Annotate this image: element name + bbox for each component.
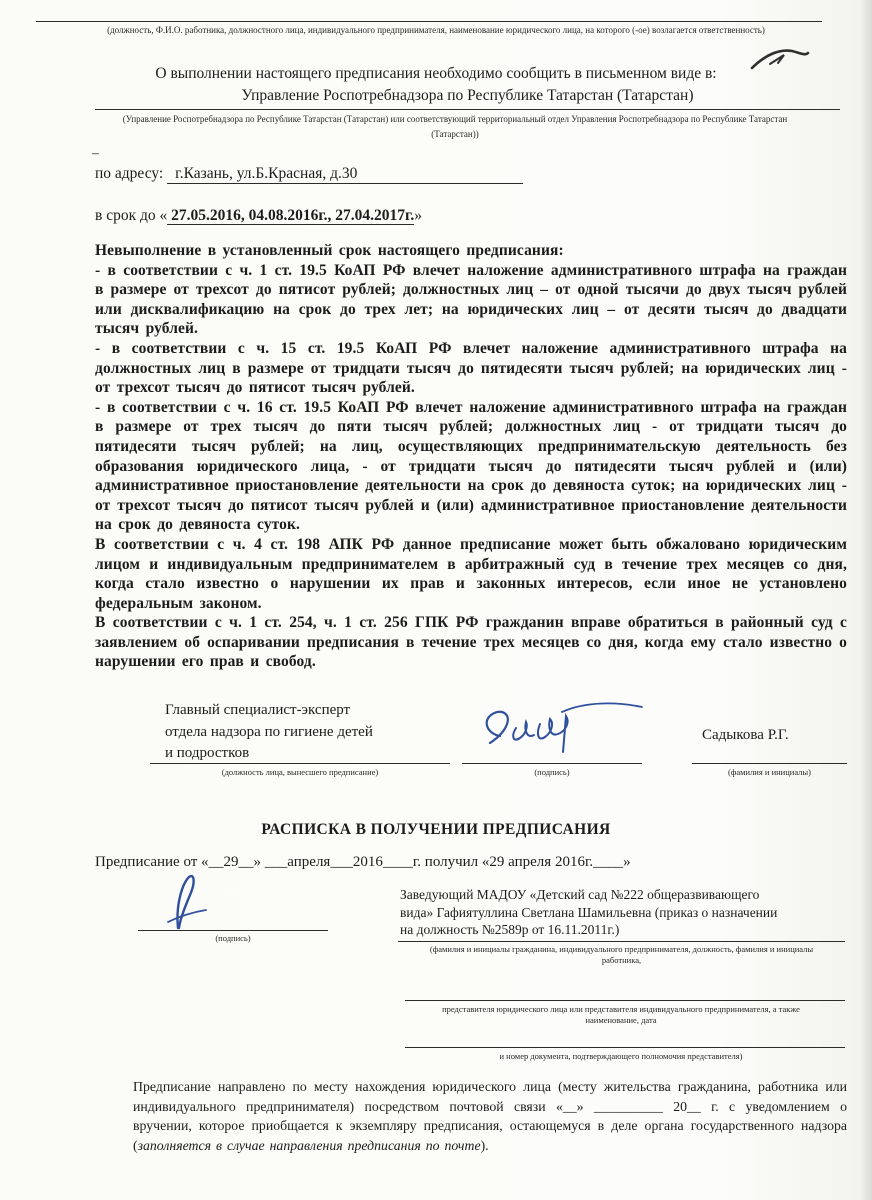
- representative-caption-line2: наименование, дата: [585, 1015, 657, 1025]
- issuer-name-caption: (фамилия и инициалы): [728, 767, 811, 777]
- top-field-rule: [36, 21, 822, 22]
- address-line: [95, 164, 523, 184]
- mail-note-suffix: ).: [480, 1137, 489, 1153]
- top-field-caption: (должность, Ф.И.О. работника, должностного лица, индивидуального предпринимателя, наименование юридического лица, на которого (-ое) возлагается ответственность): [107, 25, 765, 35]
- representative-rule-1: [405, 1000, 845, 1001]
- receipt-title: РАСПИСКА В ПОЛУЧЕНИИ ПРЕДПИСАНИЯ: [261, 821, 611, 838]
- penalties-body-text: [95, 241, 847, 672]
- deadline-value-field: 27.05.2016, 04.08.2016г., 27.04.2017г.: [167, 207, 415, 224]
- issuer-signature-rule: [462, 763, 642, 764]
- recipient-signature-caption: (подпись): [215, 933, 251, 943]
- recipient-info-caption-line2: работника,: [601, 955, 642, 965]
- recipient-info-text: [400, 886, 790, 939]
- issuer-name-text: Садыкова Р.Г.: [702, 727, 789, 743]
- recipient-info-line: вида» Гафиятуллина Светлана Шамильевна (приказ о назначении: [400, 904, 778, 920]
- body-paragraph: В соответствии с ч. 4 ст. 198 АПК РФ данное предписание может быть обжаловано юридическим лицом и индивидуальным предпринимателем в арбитражный суд в течение трех месяцев со дня, когда стало известно о нарушении их прав и законных интересов, если иное не установлено федеральным законом.: [95, 535, 847, 612]
- issuer-position-line: отдела надзора по гигиене детей: [165, 723, 373, 740]
- receipt-received-line: Предписание от «__29__» ___апреля___2016____г. получил «29 апреля 2016г.____»: [95, 854, 631, 870]
- body-paragraph: - в соответствии с ч. 15 ст. 19.5 КоАП РФ влечет наложение административного штрафа на должностных лиц в размере от тридцати тысяч до пятидесяти тысяч рублей; на юридических лиц - от трехсот тысяч до пятисот тысяч рублей.: [95, 339, 847, 397]
- issuer-position-line: Главный специалист-эксперт: [165, 702, 351, 718]
- issuer-position-line: и подростков: [165, 745, 250, 761]
- recipient-handwritten-signature: [148, 872, 232, 934]
- deadline-suffix: »: [414, 207, 422, 224]
- address-value-field: г.Казань, ул.Б.Красная, д.30: [167, 164, 523, 184]
- representative-rule-2: [405, 1047, 845, 1048]
- mail-note-italic: заполняется в случае направления предписания по почте: [137, 1137, 481, 1153]
- recipient-info-line: на должность №2589р от 16.11.2011г.): [400, 922, 620, 937]
- body-paragraph: - в соответствии с ч. 16 ст. 19.5 КоАП РФ влечет наложение административного штрафа на граждан в размере от трех тысяч до пяти тысяч рублей; должностных лиц - от тридцати тысяч до пятидесяти тысяч рублей; на лиц, осуществляющих предпринимательскую деятельность без образования юридического лица, - от тридцати тысяч до пятидесяти тысяч рублей и (или) административное приостановление деятельности на срок до девяноста суток; на юридических лиц - от трехсот тысяч до пятисот тысяч рублей и (или) административное приостановление деятельности на срок до девяноста суток.: [95, 398, 847, 534]
- authority-caption-line1: (Управление Роспотребнадзора по Республике Татарстан (Татарстан) или соответствующий территориальный отдел Управления Роспотребнадзора по Республике Татарстан: [122, 114, 788, 124]
- address-label: по адресу:: [95, 165, 164, 182]
- representative-caption-line3: и номер документа, подтверждающего полномочия представителя): [499, 1051, 743, 1061]
- representative-caption-line1: представителя юридического лица или представителя индивидуального предпринимателя, а также: [442, 1004, 800, 1014]
- authority-caption-line2: (Татарстан)): [431, 129, 479, 139]
- issuer-position-text: [165, 700, 465, 765]
- recipient-info-caption-line1: (фамилия и инициалы гражданина, индивидуального предпринимателя, должность, фамилия и инициалы: [429, 944, 814, 954]
- recipient-info-line: Заведующий МАДОУ «Детский сад №222 общеразвивающего: [400, 887, 760, 902]
- issuer-position-rule: [150, 763, 450, 764]
- issuer-position-caption: (должность лица, вынесшего предписание): [221, 767, 379, 777]
- authority-name-line: Управление Роспотребнадзора по Республике Татарстан (Татарстан): [95, 87, 840, 110]
- issuer-name-rule: [692, 763, 847, 764]
- deadline-prefix: в срок до «: [95, 207, 168, 224]
- body-paragraph: - в соответствии с ч. 1 ст. 19.5 КоАП РФ влечет наложение административного штрафа на граждан в размере от трехсот до пятисот рублей; должностных лиц – от одной тысячи до двух тысяч рублей или дисквалификацию на срок до трех лет; на юридических лиц – от десяти тысяч до двадцати тысяч рублей.: [95, 261, 847, 338]
- stray-dash-mark: –: [92, 146, 99, 161]
- issuer-signature-caption: (подпись): [534, 767, 570, 777]
- body-paragraph: В соответствии с ч. 1 ст. 254, ч. 1 ст. 256 ГПК РФ гражданин вправе обратиться в районный суд с заявлением об оспаривании предписания в течение трех месяцев со дня, когда ему стало известно о нарушении его прав и свобод.: [95, 614, 847, 671]
- deadline-line: [95, 206, 422, 225]
- mail-note-paragraph: [133, 1077, 847, 1155]
- mail-note-text: Предписание направлено по месту нахождения юридического лица (месту жительства гражданина, работника или индивидуального предпринимателя) посредством почтовой связи «__» __________ 20__ г. с уведомлением о вручении, которое приобщается к экземпляру предписания, остающемуся в деле органа государственного надзора (: [133, 1079, 847, 1153]
- inspector-handwritten-signature: [466, 696, 651, 760]
- body-heading: Невыполнение в установленный срок настоящего предписания:: [95, 242, 564, 259]
- recipient-signature-rule: [138, 930, 328, 931]
- recipient-info-rule: [398, 941, 845, 942]
- notify-intro-text: О выполнении настоящего предписания необходимо сообщить в письменном виде в:: [155, 65, 717, 82]
